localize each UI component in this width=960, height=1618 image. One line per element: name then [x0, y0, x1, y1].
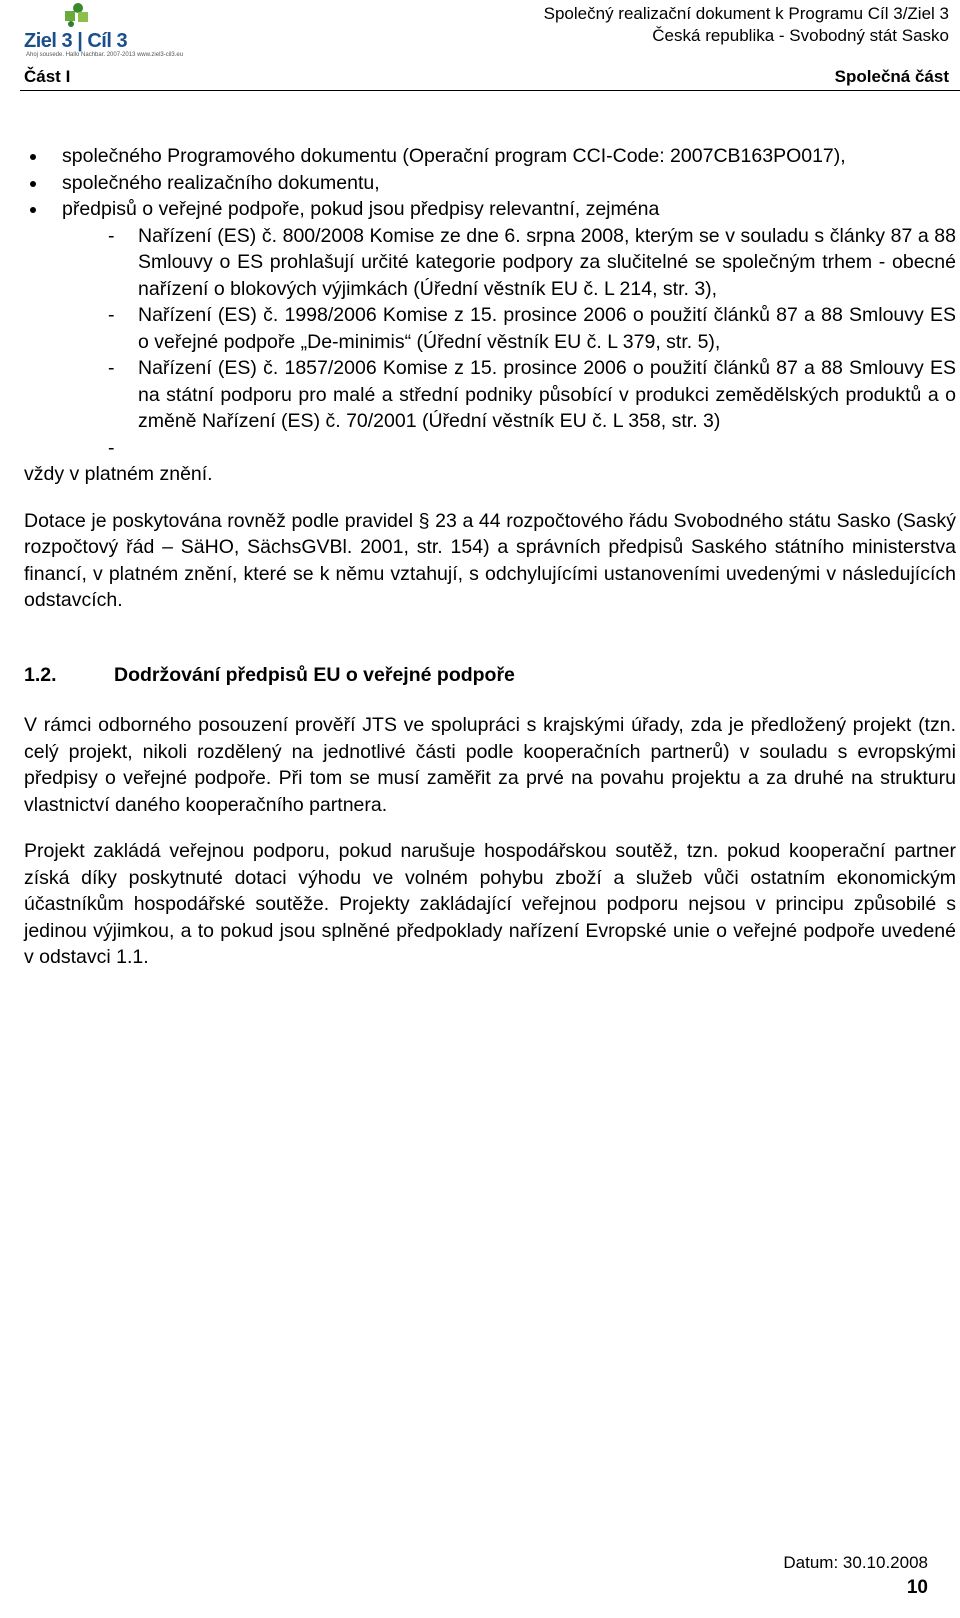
footer-date: Datum: 30.10.2008	[783, 1553, 928, 1572]
bullet-item: předpisů o veřejné podpoře, pokud jsou předpisy relevantní, zejména	[24, 196, 956, 223]
dash-marker: -	[108, 357, 115, 379]
document-title	[544, 3, 949, 47]
page-header	[0, 0, 960, 92]
paragraph: Dotace je poskytována rovněž podle pravidel § 23 a 44 rozpočtového řádu Svobodného státu Sasko (Saský rozpočtový řád – SäHO, SächsGVBl. 2001, str. 154) a správních předpisů Saského státního ministerstva financí, v platném znění, které se k němu vztahují, s odchylujícími ustanoveními uvedenými v následujících odstavcích.	[24, 509, 956, 611]
page-number: 10	[906, 1577, 928, 1598]
bullet-icon	[30, 154, 36, 160]
puzzle-icon	[64, 2, 92, 28]
part-section-label: Společná část	[834, 67, 949, 86]
header-divider	[20, 90, 960, 91]
regulation-item: - Nařízení (ES) č. 800/2008 Komise ze dne 6. srpna 2008, kterým se v souladu s články 87 a 88 Smlouvy o ES prohlašují určité kategorie podpory za slučitelné se společným trhem - obecné nařízení o blokových výjimkách (Úřední věstník EU č. L 214, str. 3),	[108, 224, 956, 300]
dash-marker: -	[108, 304, 115, 326]
document-body	[24, 143, 956, 971]
document-title-line-2: Česká republika - Svobodný stát Sasko	[652, 26, 949, 45]
dash-marker: -	[108, 224, 115, 247]
paragraph: V rámci odborného posouzení prověří JTS ve spolupráci s krajskými úřady, zda je předložený projekt (tzn. celý projekt, nikoli rozdělený na jednotlivé části podle kooperačních partnerů) v souladu s evropskými předpisy o veřejné podpoře. Při tom se musí zaměřit za prvé na povahu projektu a za druhé na strukturu vlastnictví daného kooperačního partnera.	[24, 714, 956, 816]
dash-marker: -	[108, 436, 115, 459]
document-title-line-1: Společný realizační dokument k Programu Cíl 3/Ziel 3	[543, 4, 949, 23]
bullet-item: společného realizačního dokumentu,	[24, 170, 956, 197]
part-label: Část I	[24, 67, 71, 86]
ziel3-cil3-logo	[24, 2, 184, 68]
bullet-icon	[30, 207, 36, 213]
bullet-item: společného Programového dokumentu (Operační program CCI-Code: 2007CB163PO017),	[24, 143, 956, 170]
logo-subtext: Ahoj sousede. Hallo Nachbar. 2007-2013 www.ziel3-cil3.eu	[26, 52, 184, 58]
bullet-icon	[30, 181, 36, 187]
logo-text: Ziel 3 | Cíl 3	[24, 30, 128, 52]
section-number: 1.2.	[24, 663, 57, 686]
regulation-item: - Nařízení (ES) č. 1998/2006 Komise z 15. prosince 2006 o použití článků 87 a 88 Smlouvy ES o veřejné podpoře „De-minimis“ (Úřední věstník EU č. L 379, str. 5),	[108, 304, 956, 353]
regulation-item: - Nařízení (ES) č. 1857/2006 Komise z 15. prosince 2006 o použití článků 87 a 88 Smlouvy ES na státní podporu pro malé a střední podniky působící v produkci zemědělských produktů a o změně Nařízení (ES) č. 70/2001 (Úřední věstník EU č. L 358, str. 3)	[108, 357, 956, 432]
section-heading	[24, 662, 956, 689]
validity-note: vždy v platném znění.	[24, 463, 213, 485]
paragraph: Projekt zakládá veřejnou podporu, pokud narušuje hospodářskou soutěž, tzn. pokud kooperační partner získá díky poskytnuté dotaci výhodu ve volném pohybu zboží a služeb vůči ostatním ekonomickým účastníkům hospodářské soutěže. Projekty zakládající veřejnou podporu nejsou v principu způsobilé s jedinou výjimkou, a to pokud jsou splněné předpoklady nařízení Evropské unie o veřejné podpoře uvedené v odstavci 1.1.	[24, 840, 956, 968]
section-title: Dodržování předpisů EU o veřejné podpoře	[114, 663, 515, 686]
